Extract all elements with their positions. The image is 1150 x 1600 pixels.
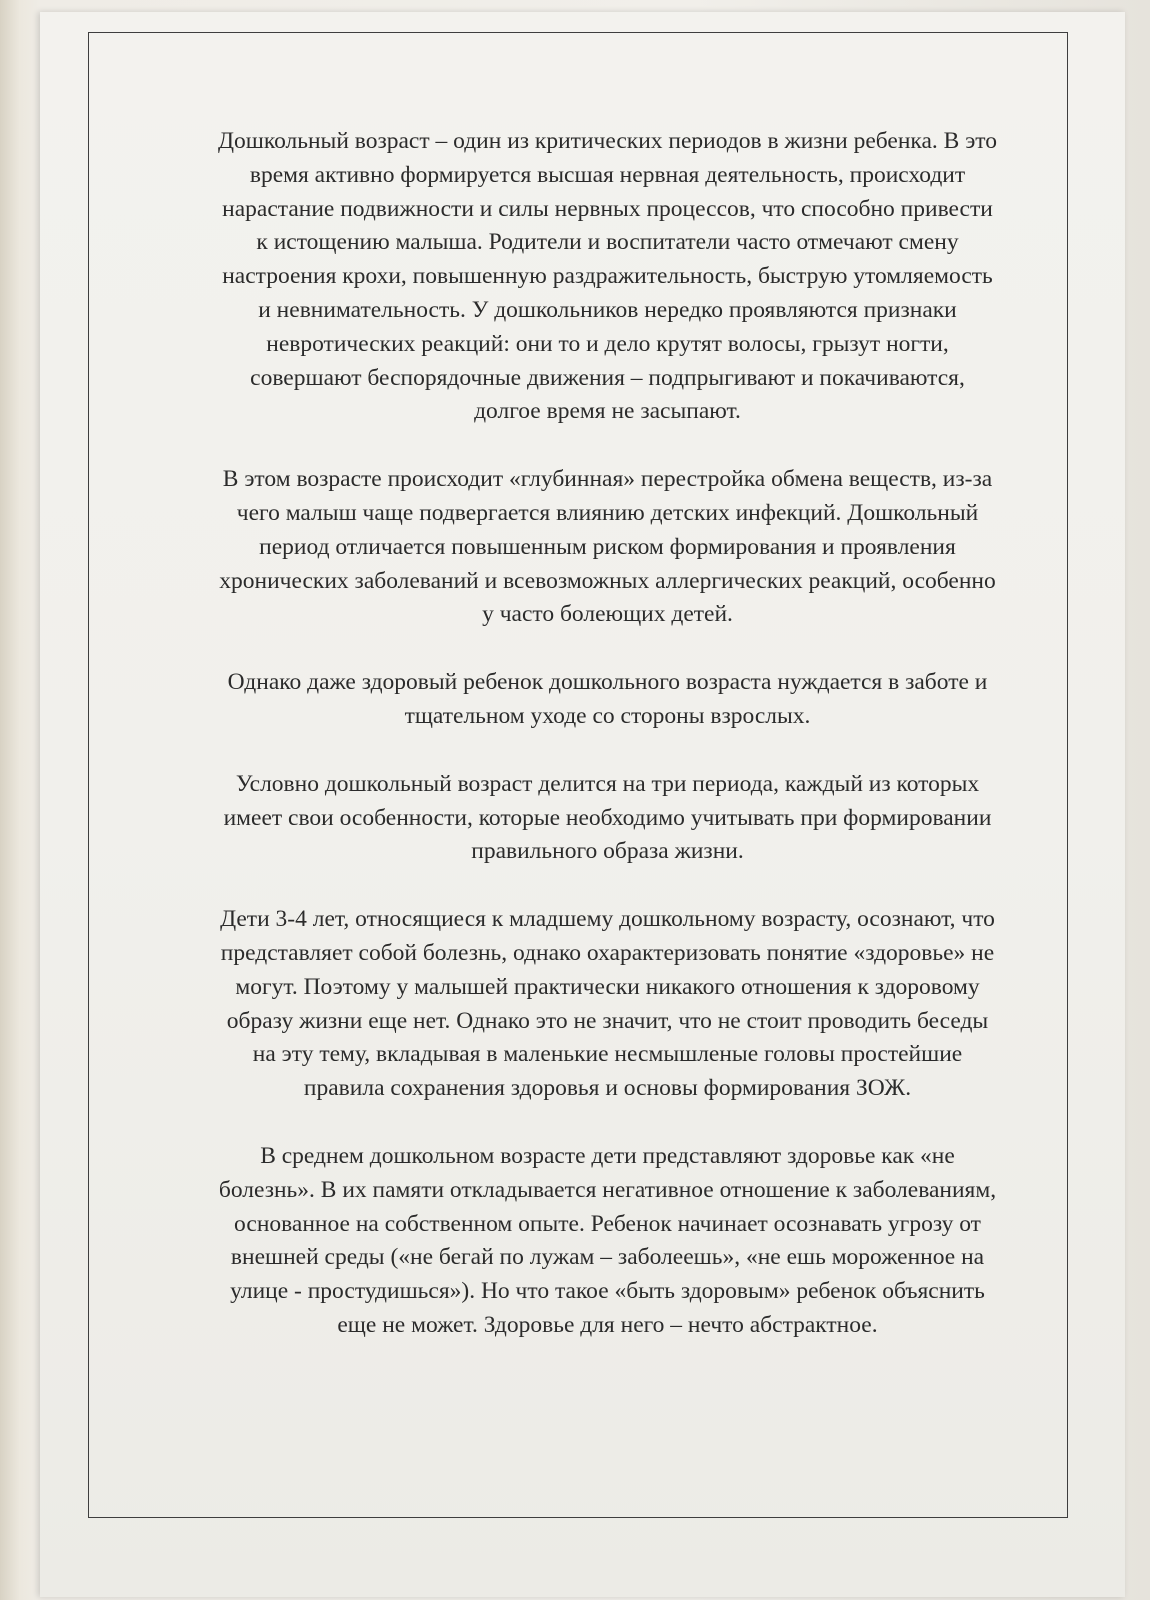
text-line: В этом возрасте происходит «глубинная» перестройка обмена веществ, из-за: [222, 466, 993, 493]
paragraph-2: [160, 463, 1055, 632]
text-line: время активно формируется высшая нервная деятельность, происходит: [249, 161, 966, 188]
text-line: и невнимательность. У дошкольников нередко проявляются признаки: [258, 296, 957, 323]
text-line: совершают беспорядочные движения – подпрыгивают и покачиваются,: [250, 364, 965, 391]
paragraph-3: [160, 666, 1055, 734]
text-line: улице - простудишься»). Но что такое «быть здоровым» ребенок объяснить: [230, 1278, 985, 1305]
text-line: Дети 3-4 лет, относящиеся к младшему дошкольному возрасту, осознают, что: [220, 906, 995, 933]
text-line: представляет собой болезнь, однако охарактеризовать понятие «здоровье» не: [220, 939, 995, 966]
paragraph-6: [160, 1140, 1055, 1343]
text-line: хронических заболеваний и всевозможных аллергических реакций, особенно: [219, 567, 996, 594]
text-line: основанное на собственном опыте. Ребенок начинает осознавать угрозу от: [234, 1210, 981, 1237]
text-line: могут. Поэтому у малышей практически никакого отношения к здоровому: [235, 973, 980, 1000]
text-line: В среднем дошкольном возрасте дети представляют здоровье как «не: [260, 1142, 955, 1169]
text-line: правильного образа жизни.: [471, 838, 744, 865]
text-line: нарастание подвижности и силы нервных процессов, что способно привести: [222, 195, 993, 222]
paragraph-4: [160, 768, 1055, 869]
paragraph-5: [160, 903, 1055, 1106]
text-line: долгое время не засыпают.: [474, 398, 741, 425]
document-text: [160, 125, 1055, 1377]
text-line: внешней среды («не бегай по лужам – заболеешь», «не ешь мороженное на: [230, 1244, 985, 1271]
text-line: болезнь». В их памяти откладывается негативное отношение к заболеваниям,: [218, 1176, 997, 1203]
text-line: Дошкольный возраст – один из критических периодов в жизни ребенка. В это: [217, 128, 997, 154]
text-line: образу жизни еще нет. Однако это не значит, что не стоит проводить беседы: [226, 1007, 989, 1034]
text-line: Условно дошкольный возраст делится на три периода, каждый из которых: [235, 770, 980, 797]
text-line: на эту тему, вкладывая в маленькие несмышленые головы простейшие: [252, 1041, 963, 1068]
text-line: Однако даже здоровый ребенок дошкольного возраста нуждается в заботе и: [227, 669, 988, 696]
paragraph-1: [160, 125, 1055, 429]
text-line: правила сохранения здоровья и основы формирования ЗОЖ.: [303, 1075, 912, 1102]
text-line: период отличается повышенным риском формирования и проявления: [259, 533, 956, 560]
text-line: к истощению малыша. Родители и воспитатели часто отмечают смену: [256, 229, 959, 256]
text-line: настроения крохи, повышенную раздражительность, быструю утомляемость: [222, 263, 993, 290]
text-line: чего малыш чаще подвергается влиянию детских инфекций. Дошкольный: [236, 499, 979, 526]
text-line: имеет свои особенности, которые необходимо учитывать при формировании: [223, 804, 992, 831]
text-line: невротических реакций: они то и дело крутят волосы, грызут ногти,: [266, 330, 949, 357]
text-line: тщательном уходе со стороны взрослых.: [404, 702, 811, 729]
text-line: еще не может. Здоровье для него – нечто абстрактное.: [337, 1311, 878, 1338]
text-line: у часто болеющих детей.: [482, 601, 733, 628]
